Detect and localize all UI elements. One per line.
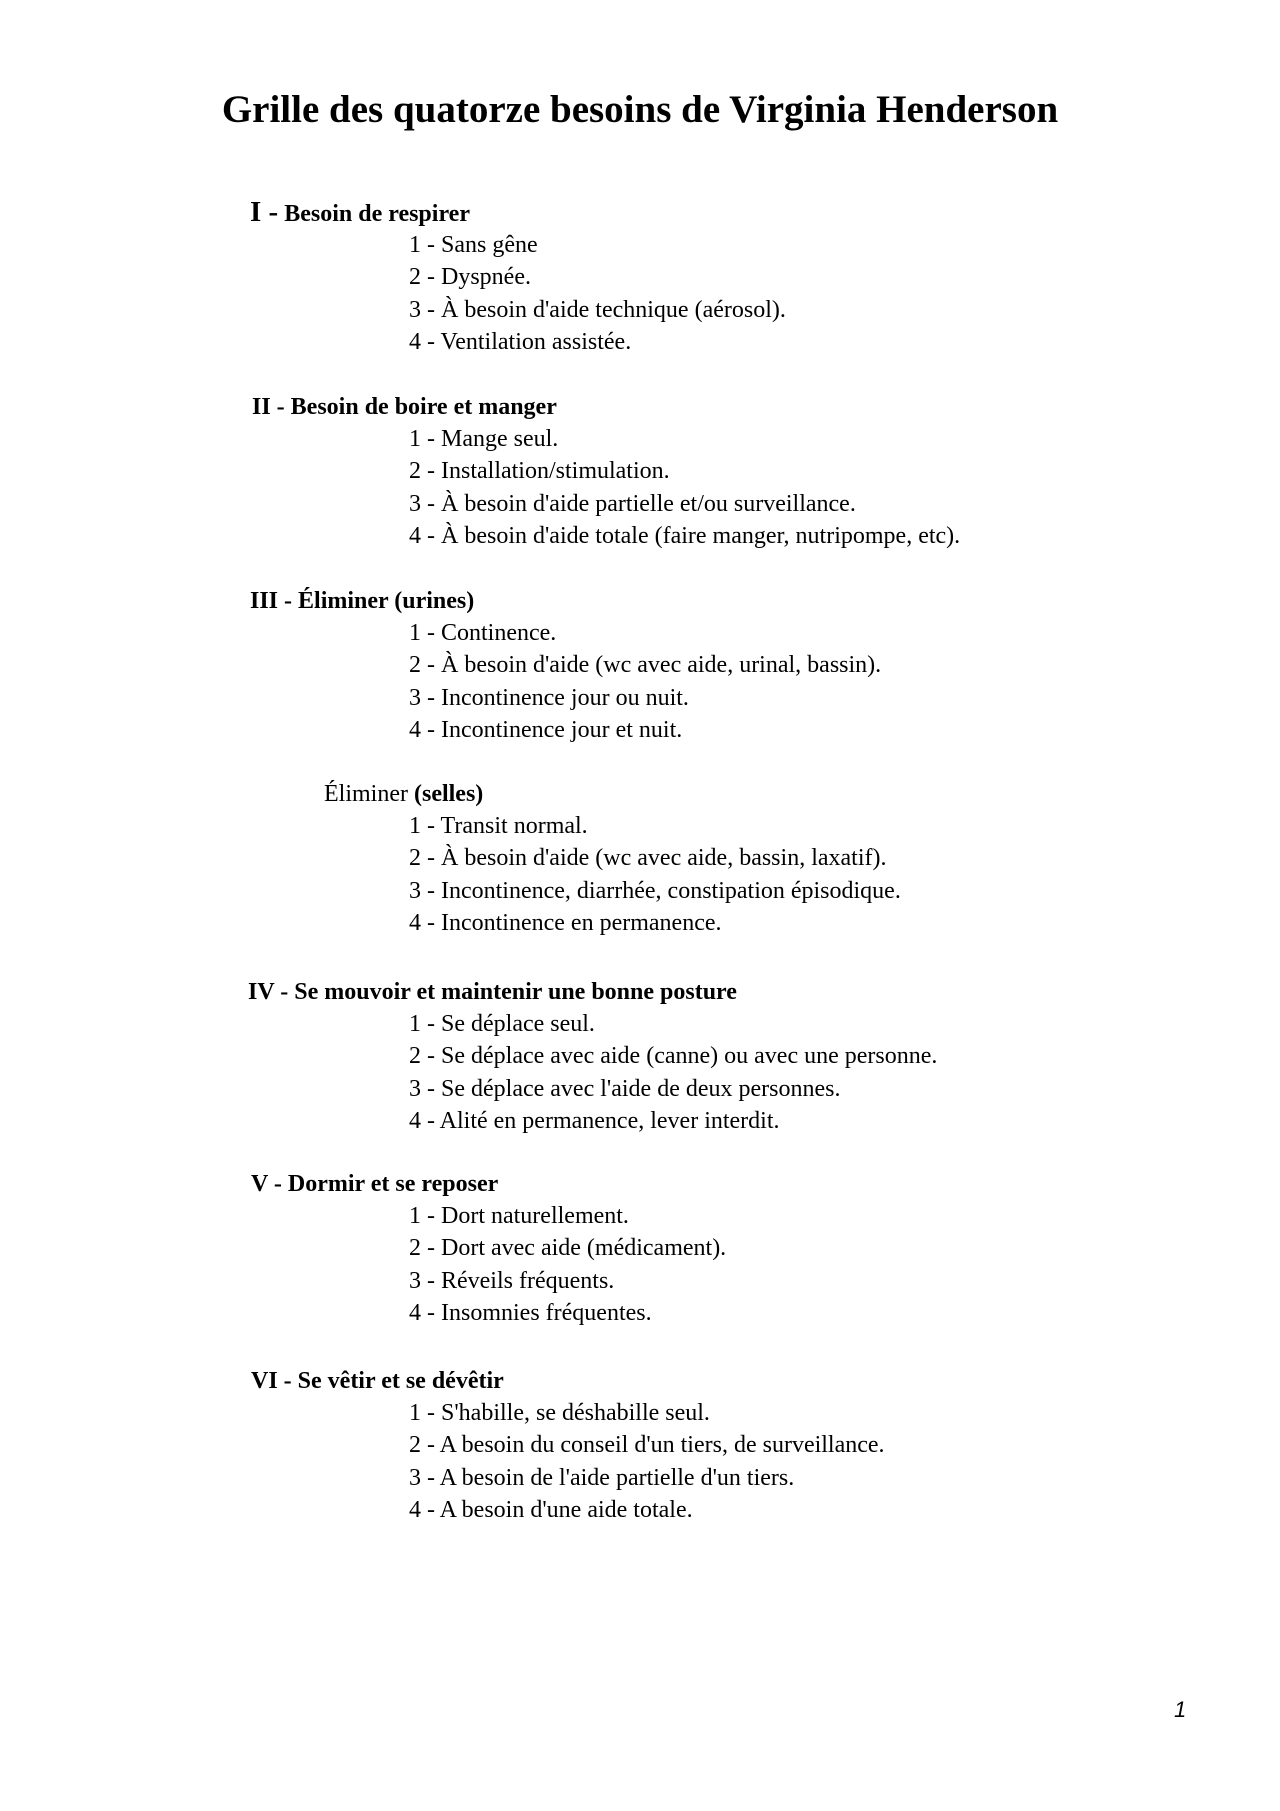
page-number: 1 xyxy=(1174,1697,1187,1722)
section-items-eliminer-selles xyxy=(409,810,901,939)
section-items-dormir xyxy=(409,1200,726,1329)
list-item: 4 - Incontinence jour et nuit. xyxy=(409,716,683,743)
section-heading-se-vetir: VI - Se vêtir et se dévêtir xyxy=(251,1368,504,1394)
list-item: 3 - Incontinence jour ou nuit. xyxy=(409,684,689,711)
list-item: 1 - Se déplace seul. xyxy=(409,1011,595,1037)
section-heading-eliminer-urines: III - Éliminer (urines) xyxy=(250,588,475,614)
list-item: 3 - À besoin d'aide partielle et/ou surveillance. xyxy=(409,490,856,517)
list-item: 4 - Incontinence en permanence. xyxy=(409,909,722,936)
list-item: 4 - À besoin d'aide totale (faire manger, nutripompe, etc). xyxy=(409,522,961,549)
list-item: 3 - Se déplace avec l'aide de deux personnes. xyxy=(409,1075,841,1102)
section-heading-dormir: V - Dormir et se reposer xyxy=(251,1171,499,1197)
section-items-se-mouvoir xyxy=(409,1008,937,1137)
list-item: 4 - Ventilation assistée. xyxy=(409,328,632,355)
list-item: 1 - S'habille, se déshabille seul. xyxy=(409,1400,710,1426)
list-item: 3 - À besoin d'aide technique (aérosol). xyxy=(409,296,786,323)
section-items-eliminer-urines xyxy=(409,617,881,746)
section-items-boire-manger xyxy=(409,423,960,552)
list-item: 1 - Dort naturellement. xyxy=(409,1203,629,1229)
list-item: 2 - Dyspnée. xyxy=(409,264,531,291)
section-heading-respirer xyxy=(250,196,470,230)
list-item: 2 - Se déplace avec aide (canne) ou avec une personne. xyxy=(409,1043,938,1070)
section-heading-boire-manger: II - Besoin de boire et manger xyxy=(252,394,557,420)
list-item: 3 - Réveils fréquents. xyxy=(409,1267,615,1294)
list-item: 1 - Continence. xyxy=(409,620,557,646)
document-title: Grille des quatorze besoins de Virginia Henderson xyxy=(221,88,1059,131)
section-title: Besoin de respirer xyxy=(284,201,470,227)
subsection-qualifier: (selles) xyxy=(413,781,484,807)
list-item: 2 - À besoin d'aide (wc avec aide, bassin, laxatif). xyxy=(409,845,887,872)
list-item: 1 - Mange seul. xyxy=(409,426,559,452)
list-item: 3 - Incontinence, diarrhée, constipation épisodique. xyxy=(409,877,901,904)
subsection-heading-eliminer-selles xyxy=(324,778,483,810)
list-item: 4 - A besoin d'une aide totale. xyxy=(409,1496,693,1523)
list-item: 2 - A besoin du conseil d'un tiers, de surveillance. xyxy=(409,1432,885,1459)
list-item: 2 - Dort avec aide (médicament). xyxy=(409,1235,727,1262)
list-item: 2 - Installation/stimulation. xyxy=(409,458,670,485)
section-items-se-vetir xyxy=(409,1397,885,1526)
section-items-respirer xyxy=(409,229,786,358)
list-item: 1 - Transit normal. xyxy=(409,813,588,839)
section-heading-se-mouvoir: IV - Se mouvoir et maintenir une bonne posture xyxy=(248,979,737,1005)
section-numeral: I - xyxy=(250,196,279,228)
list-item: 4 - Alité en permanence, lever interdit. xyxy=(409,1107,780,1134)
list-item: 1 - Sans gêne xyxy=(409,232,538,258)
subsection-label: Éliminer xyxy=(324,781,414,807)
list-item: 2 - À besoin d'aide (wc avec aide, urinal, bassin). xyxy=(409,652,882,679)
list-item: 4 - Insomnies fréquentes. xyxy=(409,1299,652,1326)
list-item: 3 - A besoin de l'aide partielle d'un tiers. xyxy=(409,1464,795,1491)
